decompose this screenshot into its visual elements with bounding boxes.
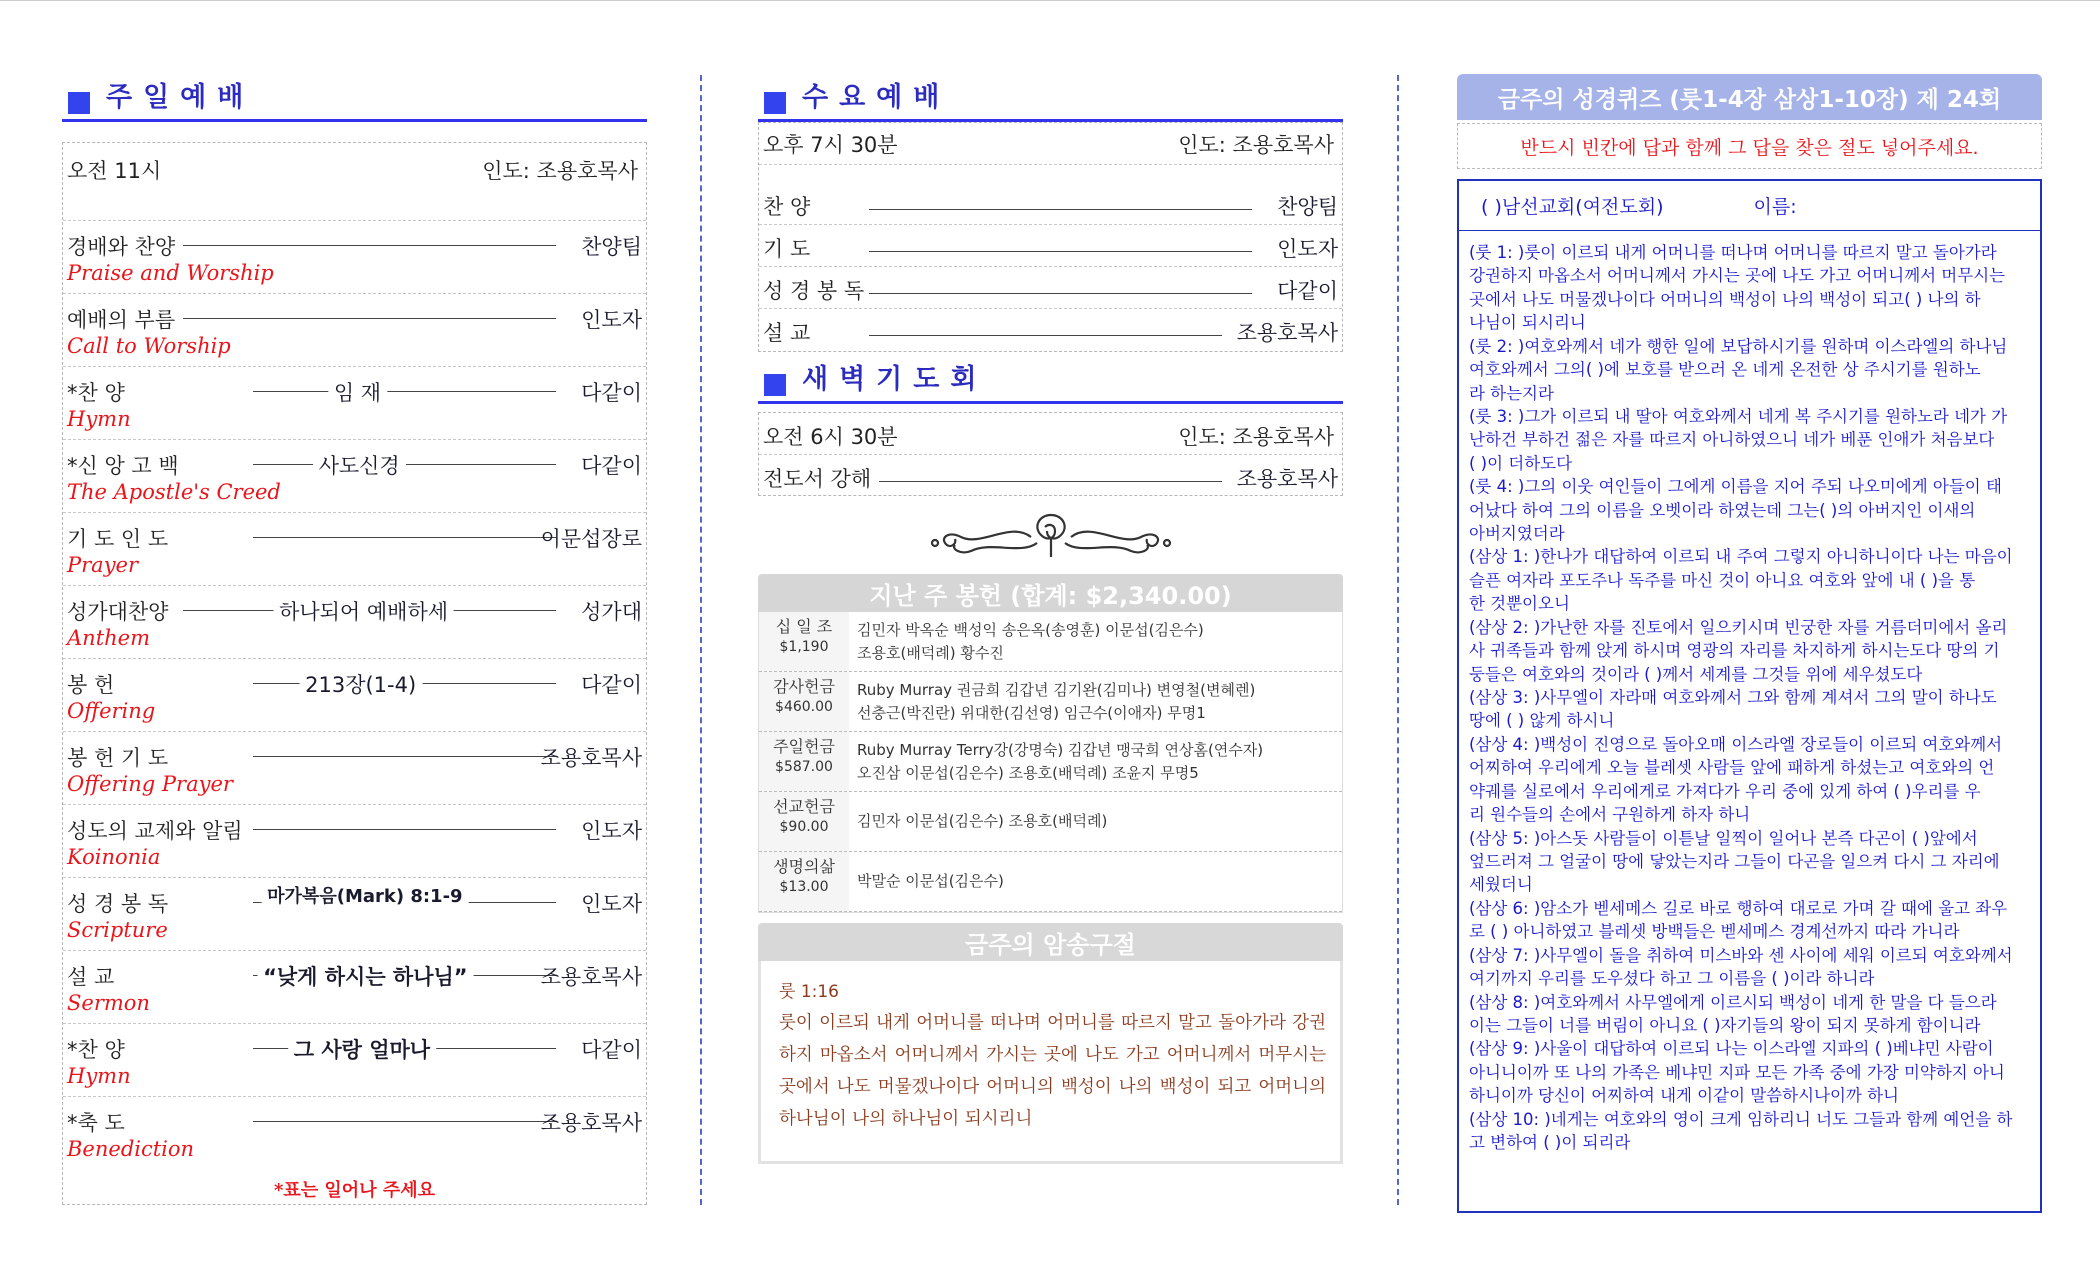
flourish-icon <box>921 507 1181 563</box>
sunday-time: 오전 11시 <box>67 159 162 183</box>
quiz-text-line: 나님이 되시리니 <box>1469 313 1586 333</box>
quiz-text-line: 어찌하여 우리에게 오늘 블레셋 사람들 앞에 패하게 하셨는고 여호와의 언 <box>1469 758 1995 778</box>
offering-amount: $13.00 <box>779 878 829 895</box>
offering-donors-line: 오진삼 이문섭(김은수) 조용호(배덕례) 조윤지 무명5 <box>857 763 1199 782</box>
leader-line <box>253 391 556 392</box>
order-item-label: 성 경 봉 독 <box>67 892 169 916</box>
dawn-item-role: 조용호목사 <box>1236 467 1338 491</box>
order-item-role: 조용호목사 <box>540 965 642 989</box>
quiz-text-line: 세웠더니 <box>1469 875 1533 895</box>
quiz-text-line: (삼상 3: )사무엘이 자라매 여호와께서 그와 함께 계셔서 그의 말이 하나도 <box>1469 688 1997 708</box>
leader-line <box>869 293 1252 294</box>
order-item <box>63 440 646 513</box>
dawn-leader: 인도: 조용호목사 <box>1178 425 1334 449</box>
quiz-text-line: ( )이 더하도다 <box>1469 453 1573 473</box>
order-item-detail: 사도신경 <box>313 450 406 480</box>
wednesday-item-role: 찬양팀 <box>1277 195 1338 219</box>
wednesday-item <box>759 309 1342 351</box>
offering-names <box>849 612 1342 671</box>
quiz-text-line: (삼상 8: )여호와께서 사무엘에게 이르시되 백성이 네게 한 말을 다 들으라 <box>1469 992 1997 1012</box>
column-divider-2 <box>1397 75 1399 1205</box>
wednesday-box <box>758 122 1343 352</box>
wednesday-item-role: 인도자 <box>1277 237 1338 261</box>
quiz-text-line: (삼상 6: )암소가 벧세메스 길로 바로 행하여 대로로 가며 갈 때에 울고 좌우 <box>1469 898 2008 918</box>
wednesday-item-role: 조용호목사 <box>1236 321 1338 345</box>
quiz-text-line: 한 것뿐이오니 <box>1469 594 1570 614</box>
church-group-field[interactable]: ( )남선교회(여전도회) <box>1481 196 1664 218</box>
order-item-role: 인도자 <box>581 819 642 843</box>
offering-donors-line: Ruby Murray 권금희 김갑년 김기완(김미나) 변영철(변혜렌) <box>857 681 1256 699</box>
order-item <box>63 1024 646 1097</box>
order-item-role: 조용호목사 <box>540 1111 642 1135</box>
dawn-time-row <box>759 413 1342 455</box>
offering-table <box>758 612 1343 913</box>
quiz-text-line: 여호와께서 그의( )에 보호를 받으러 온 네게 온전한 상 주시기를 원하노 <box>1469 360 1981 380</box>
order-item-role: 인도자 <box>581 892 642 916</box>
quiz-answer-box <box>1457 179 2042 1213</box>
dawn-item-label: 전도서 강해 <box>763 467 872 491</box>
dawn-title: 새벽기도회 <box>802 364 988 395</box>
wednesday-items <box>759 183 1342 351</box>
footnote-row <box>63 1170 646 1204</box>
order-item-english: Offering Prayer <box>67 772 233 796</box>
quiz-text-line: (삼상 9: )사울이 대답하여 이르되 나는 이스라엘 지파의 ( )베냐민 사람이 <box>1469 1039 1994 1059</box>
order-item-label: 설 교 <box>67 965 115 989</box>
order-item-detail: 213장(1-4) <box>299 669 422 699</box>
order-item-role: 조용호목사 <box>540 746 642 770</box>
quiz-text-line: 사 귀족들과 함께 앉게 하시며 영광의 자리를 차지하게 하시는도다 땅의 기 <box>1469 641 2000 661</box>
memory-reference: 룻 1:16 <box>779 982 840 1002</box>
offering-type-cell <box>759 672 849 731</box>
offering-title: 지난 주 봉헌 (합계: $2,340.00) <box>869 581 1232 610</box>
order-item-english: Offering <box>67 699 156 723</box>
order-item-english: Praise and Worship <box>67 261 274 285</box>
order-item-english: Hymn <box>67 1064 131 1088</box>
quiz-text-line: (삼상 10: )네게는 여호와의 영이 크게 임하리니 너도 그들과 함께 예언을 하 <box>1469 1109 2013 1129</box>
wednesday-item-role: 다같이 <box>1277 279 1338 303</box>
wednesday-title: 수요예배 <box>802 82 951 113</box>
quiz-text-line: 아니니이까 또 나의 가족은 베냐민 지파 모든 가족 중에 가장 미약하지 아니 <box>1469 1062 2005 1082</box>
dawn-header <box>758 362 1343 404</box>
leader-line <box>183 245 556 246</box>
offering-row <box>759 852 1342 912</box>
square-icon <box>764 92 786 114</box>
order-item-role: 성가대 <box>581 600 642 624</box>
quiz-text-line: 곳에서 나도 머물겠나이다 어머니의 백성이 나의 백성이 되고( ) 나의 하 <box>1469 289 1981 309</box>
leader-line <box>253 756 556 757</box>
order-item-detail: “낮게 하시는 하나님” <box>257 961 474 991</box>
order-item-detail: 마가복음(Mark) 8:1-9 <box>261 882 468 908</box>
dawn-time: 오전 6시 30분 <box>763 425 898 449</box>
offering-row <box>759 612 1342 672</box>
order-item <box>63 586 646 659</box>
order-item-label: 봉 헌 <box>67 673 115 697</box>
square-icon <box>764 374 786 396</box>
order-item-detail: 그 사랑 얼마나 <box>288 1034 436 1064</box>
order-item <box>63 659 646 732</box>
memory-verse: 룻이 이르되 내게 어머니를 떠나며 어머니를 따르지 말고 돌아가라 강권하지 마옵소서 어머니께서 가시는 곳에 나도 가고 어머니께서 머무시는 곳에서 나도 머물겠나이다 어머니의 백성이 나의 백성이 되고 어머니의 하나님이 나의 하나님이 되시리니 <box>779 1013 1326 1129</box>
leader-line <box>183 318 556 319</box>
order-item-label: 경배와 찬양 <box>67 235 176 259</box>
order-item-label: *축 도 <box>67 1111 125 1135</box>
leader-line <box>869 335 1222 336</box>
quiz-text-line: (룻 2: )여호와께서 네가 행한 일에 보답하시기를 원하며 이스라엘의 하나님 <box>1469 336 2008 356</box>
order-item <box>63 878 646 951</box>
sunday-header <box>62 80 647 122</box>
quiz-text-line: 라 하는지라 <box>1469 383 1554 403</box>
wednesday-leader: 인도: 조용호목사 <box>1178 133 1334 157</box>
quiz-text-line: 여기까지 우리를 도우셨다 하고 그 이름을 ( )이라 하니라 <box>1469 969 1875 989</box>
offering-names <box>849 672 1342 731</box>
offering-amount: $90.00 <box>779 818 829 835</box>
order-item <box>63 1097 646 1170</box>
order-item-role: 다같이 <box>581 381 642 405</box>
quiz-text-line: (삼상 5: )아스돗 사람들이 이튿날 일찍이 일어나 본즉 다곤이 ( )앞에서 <box>1469 828 1978 848</box>
order-item-english: Benediction <box>67 1137 195 1161</box>
offering-type: 십 일 조 <box>775 617 833 636</box>
quiz-questions <box>1459 231 2040 1154</box>
order-item-detail: 임 재 <box>328 377 387 407</box>
quiz-id-row <box>1459 181 2040 231</box>
order-item-role: 다같이 <box>581 1038 642 1062</box>
column-divider-1 <box>700 75 702 1205</box>
quiz-text-line: (삼상 2: )가난한 자를 진토에서 일으키시며 빈궁한 자를 거름더미에서 올리 <box>1469 617 2008 637</box>
offering-names <box>849 852 1342 911</box>
order-item-detail: 하나되어 예배하세 <box>273 596 454 626</box>
middle-column <box>758 80 1343 1164</box>
quiz-text-line: 강권하지 마옵소서 어머니께서 가시는 곳에 나도 가고 어머니께서 머무시는 <box>1469 266 2006 286</box>
offering-names <box>849 792 1342 851</box>
wednesday-header <box>758 80 1343 122</box>
sunday-order-box <box>62 142 647 1205</box>
wednesday-item-label: 설 교 <box>763 321 811 345</box>
order-item-label: 예배의 부름 <box>67 308 176 332</box>
order-item-label: 봉 헌 기 도 <box>67 746 169 770</box>
square-icon <box>68 92 90 114</box>
wednesday-item-label: 기 도 <box>763 237 811 261</box>
leader-line <box>869 209 1252 210</box>
memory-title: 금주의 암송구절 <box>965 930 1136 959</box>
order-item <box>63 732 646 805</box>
quiz-text-line: 고 변하여 ( )이 되리라 <box>1469 1133 1631 1153</box>
name-field[interactable]: 이름: <box>1753 196 1797 218</box>
wednesday-item <box>759 267 1342 309</box>
leader-line <box>253 1121 556 1122</box>
dawn-box <box>758 412 1343 496</box>
order-item <box>63 367 646 440</box>
quiz-text-line: (삼상 7: )사무엘이 돌을 취하여 미스바와 센 사이에 세워 이르되 여호와께서 <box>1469 945 2013 965</box>
leader-line <box>253 537 556 538</box>
sunday-items <box>63 221 646 1170</box>
order-item-label: 기 도 인 도 <box>67 527 169 551</box>
quiz-text-line: (룻 3: )그가 이르되 내 딸아 여호와께서 네게 복 주시기를 원하노라 네가 가 <box>1469 406 2008 426</box>
offering-type: 주일헌금 <box>773 737 835 756</box>
quiz-text-line: 땅에 ( ) 않게 하시니 <box>1469 711 1615 731</box>
sunday-time-row <box>63 143 646 221</box>
offering-header <box>758 574 1343 612</box>
quiz-text-line: 리 원수들의 손에서 구원하게 하자 하니 <box>1469 805 1751 825</box>
order-item-role: 다같이 <box>581 673 642 697</box>
offering-type: 선교헌금 <box>773 797 835 816</box>
quiz-text-line: (삼상 1: )한나가 대답하여 이르되 내 주여 그렇지 아니하니이다 나는 마음이 <box>1469 547 2013 567</box>
order-item-label: 성도의 교제와 알림 <box>67 819 243 843</box>
offering-type-cell <box>759 612 849 671</box>
leader-line <box>253 829 556 830</box>
offering-names <box>849 732 1342 791</box>
order-item-english: Scripture <box>67 918 168 942</box>
order-item <box>63 221 646 294</box>
leader-line <box>869 251 1252 252</box>
dawn-item-row <box>759 455 1342 495</box>
offering-donors-line: 김민자 이문섭(김은수) 조용호(배덕례) <box>857 812 1108 831</box>
order-item-english: Koinonia <box>67 845 161 869</box>
offering-donors-line: 조용호(배덕례) 황수진 <box>857 643 1004 662</box>
offering-type-cell <box>759 792 849 851</box>
wednesday-time: 오후 7시 30분 <box>763 133 898 157</box>
quiz-text-line: 둥들은 여호와의 것이라 ( )께서 세계를 그것들 위에 세우셨도다 <box>1469 664 1923 684</box>
wednesday-time-row <box>759 123 1342 165</box>
order-item-role: 인도자 <box>581 308 642 332</box>
order-item-english: Call to Worship <box>67 334 231 358</box>
sunday-leader: 인도: 조용호목사 <box>482 159 638 183</box>
quiz-text-line: 슬픈 여자라 포도주나 독주를 마신 것이 아니요 여호와 앞에 내 ( )을 통 <box>1469 570 1976 590</box>
quiz-text-line: (룻 4: )그의 이웃 여인들이 그에게 이름을 지어 주되 나오미에게 아들이 태 <box>1469 477 2002 497</box>
offering-amount: $1,190 <box>779 638 829 655</box>
quiz-column <box>1457 74 2042 1213</box>
quiz-text-line: (삼상 4: )백성이 진영으로 돌아오매 이스라엘 장로들이 이르되 여호와께서 <box>1469 734 2003 754</box>
offering-donors-line: Ruby Murray Terry강(강명숙) 김갑년 맹국희 연상홈(연수자) <box>857 741 1264 759</box>
offering-amount: $460.00 <box>775 698 833 715</box>
offering-donors-line: 김민자 박옥순 백성익 송은옥(송영훈) 이문섭(김은수) <box>857 621 1204 639</box>
standing-footnote: *표는 일어나 주세요 <box>273 1180 436 1201</box>
top-rule <box>0 0 2100 1</box>
offering-row <box>759 732 1342 792</box>
order-item-role: 찬양팀 <box>581 235 642 259</box>
quiz-text-line: 아버지였더라 <box>1469 524 1565 544</box>
order-item-label: 성가대찬양 <box>67 600 169 624</box>
quiz-instruction: 반드시 빈칸에 답과 함께 그 답을 찾은 절도 넣어주세요. <box>1520 136 1979 159</box>
order-item-role: 다같이 <box>581 454 642 478</box>
sunday-title: 주일예배 <box>106 82 255 113</box>
offering-type: 생명의삶 <box>773 857 835 876</box>
quiz-text-line: 엎드러져 그 얼굴이 땅에 닿았는지라 그들이 다곤을 일으켜 다시 그 자리에 <box>1469 851 2000 871</box>
order-item <box>63 294 646 367</box>
order-item <box>63 951 646 1024</box>
quiz-text-line: 이는 그들이 너를 버림이 아니요 ( )자기들의 왕이 되지 못하게 함이니라 <box>1469 1015 1981 1035</box>
wednesday-item <box>759 183 1342 225</box>
order-item-label: *신 앙 고 백 <box>67 454 179 478</box>
quiz-text-line: 난하건 부하건 젊은 자를 따르지 아니하였으니 네가 베푼 인애가 처음보다 <box>1469 430 1995 450</box>
quiz-text-line: 로 ( ) 아니하였고 블레셋 방백들은 벧세메스 경계선까지 따라 가니라 <box>1469 922 1960 942</box>
memory-header <box>758 923 1343 961</box>
order-item-english: Sermon <box>67 991 150 1015</box>
order-item-english: The Apostle's Creed <box>67 480 281 504</box>
offering-type-cell <box>759 852 849 911</box>
wednesday-item-label: 성 경 봉 독 <box>763 279 865 303</box>
wednesday-item-label: 찬 양 <box>763 195 811 219</box>
leader-line <box>879 481 1222 482</box>
order-item-english: Anthem <box>67 626 150 650</box>
quiz-text-line: (룻 1: )룻이 이르되 내게 어머니를 떠나며 어머니를 따르지 말고 돌아가라 <box>1469 243 1997 262</box>
offering-type-cell <box>759 732 849 791</box>
order-item-english: Prayer <box>67 553 139 577</box>
quiz-title: 금주의 성경퀴즈 (룻1-4장 삼상1-10장) 제 24회 <box>1497 86 2002 113</box>
order-item <box>63 805 646 878</box>
wednesday-item <box>759 225 1342 267</box>
offering-amount: $587.00 <box>775 758 833 775</box>
memory-box <box>758 961 1343 1164</box>
order-item-english: Hymn <box>67 407 131 431</box>
ornament-divider <box>758 496 1343 574</box>
quiz-text-line: 약궤를 실로에서 우리에게로 가져다가 우리 중에 있게 하여 ( )우리를 우 <box>1469 781 1981 801</box>
offering-row <box>759 792 1342 852</box>
order-item <box>63 513 646 586</box>
quiz-text-line: 하니이까 당신이 어찌하여 내게 이같이 말씀하시나이까 하니 <box>1469 1086 1899 1106</box>
offering-type: 감사헌금 <box>773 677 835 696</box>
order-item-label: *찬 양 <box>67 381 125 405</box>
sunday-service-column <box>62 80 647 1205</box>
offering-donors-line: 선충근(박진란) 위대한(김선영) 임근수(이애자) 무명1 <box>857 703 1206 722</box>
quiz-instruction-box <box>1457 123 2042 169</box>
quiz-text-line: 어났다 하여 그의 이름을 오벳이라 하였는데 그는( )의 아버지인 이새의 <box>1469 500 1976 520</box>
offering-donors-line: 박말순 이문섭(김은수) <box>857 872 1004 891</box>
order-item-label: *찬 양 <box>67 1038 125 1062</box>
quiz-header <box>1457 74 2042 120</box>
offering-row <box>759 672 1342 732</box>
order-item-role: 이문섭장로 <box>540 527 642 551</box>
